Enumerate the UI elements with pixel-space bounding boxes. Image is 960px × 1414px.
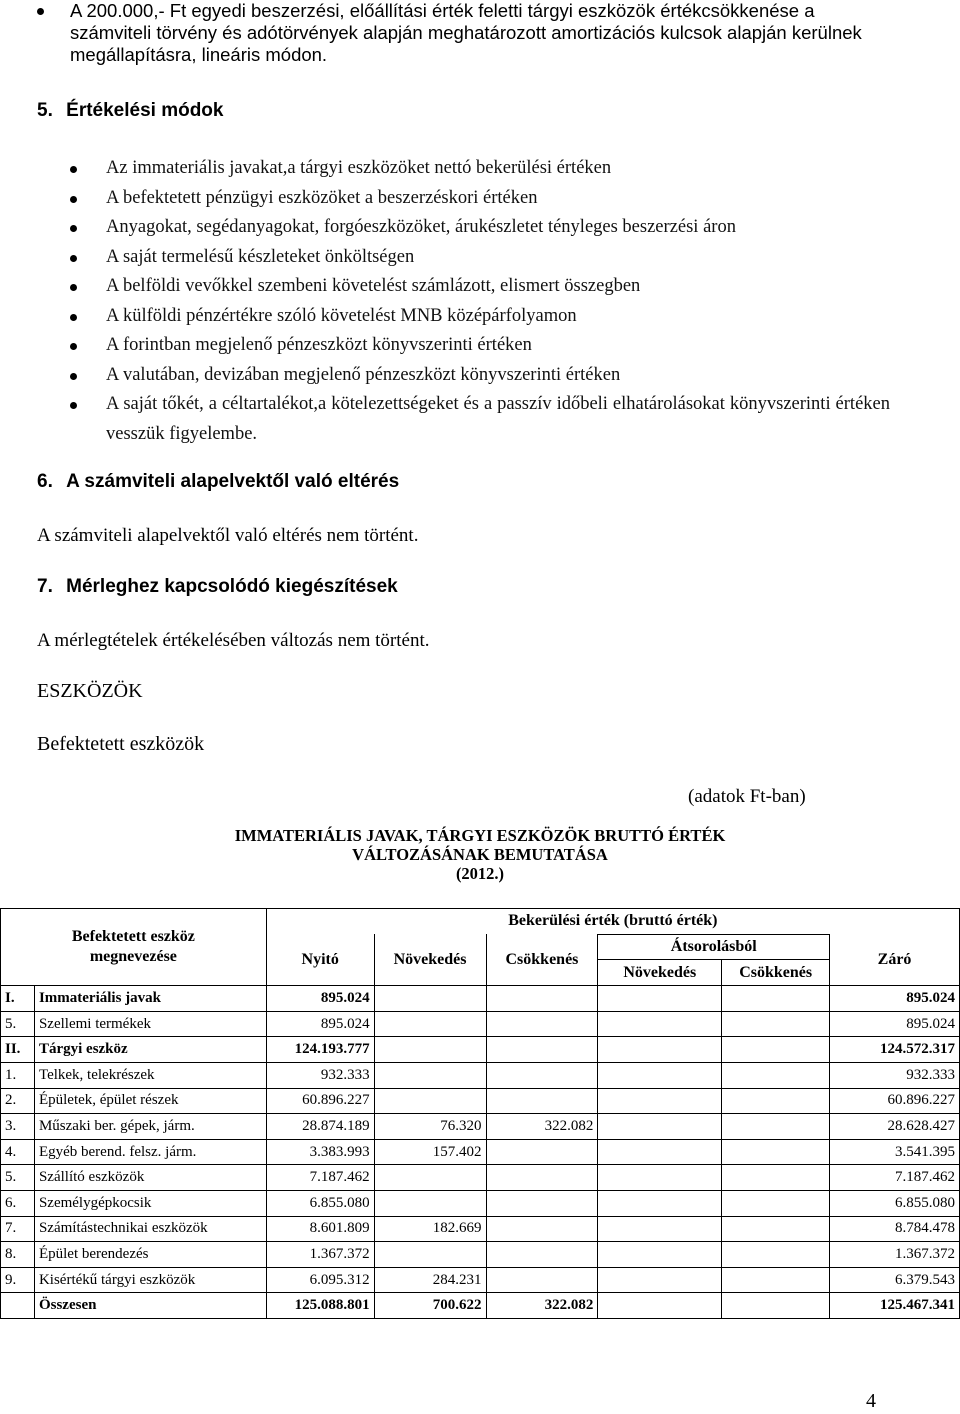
header-increase: Növekedés [374,934,486,986]
row-opening: 124.193.777 [266,1037,374,1063]
asset-table [0,908,960,1319]
row-closing: 1.367.372 [830,1242,960,1268]
row-reclass-decrease [722,1216,830,1242]
section6-number: 6. [37,471,53,492]
valuation-item [70,302,890,332]
row-decrease [486,1037,598,1063]
valuation-item-text: Anyagokat, segédanyagokat, forgóeszközöket, árukészletet tényleges beszerzési áron [106,217,736,237]
valuation-item-text: A saját termelésű készleteket önköltségen [106,246,415,267]
valuation-item [70,154,890,184]
row-closing: 895.024 [830,986,960,1012]
row-decrease: 322.082 [486,1293,598,1319]
row-name: Telkek, telekrészek [34,1062,266,1088]
row-closing: 124.572.317 [830,1037,960,1063]
row-decrease [486,1088,598,1114]
table-title-line3: (2012.) [455,864,505,883]
valuation-item [70,331,890,361]
row-reclass-decrease [722,1114,830,1140]
row-opening: 932.333 [266,1062,374,1088]
row-reclass-increase [598,1190,722,1216]
row-increase [374,986,486,1012]
header-reclass-increase: Növekedés [598,960,722,986]
valuation-list [70,154,890,449]
valuation-item [70,361,890,391]
row-closing: 6.379.543 [830,1267,960,1293]
row-name: Egyéb berend. felsz. járm. [34,1139,266,1165]
row-decrease: 322.082 [486,1114,598,1140]
row-number: 7. [1,1216,35,1242]
row-reclass-increase [598,1267,722,1293]
bullet-icon [70,314,77,321]
valuation-item [70,390,890,449]
row-closing: 60.896.227 [830,1088,960,1114]
assets-heading: ESZKÖZÖK [37,680,143,702]
table-row [1,1267,960,1293]
row-decrease [486,1267,598,1293]
row-decrease [486,1165,598,1191]
table-row [1,1011,960,1037]
row-reclass-increase [598,1088,722,1114]
row-opening: 3.383.993 [266,1139,374,1165]
row-reclass-decrease [722,1062,830,1088]
row-name: Összesen [34,1293,266,1319]
table-row [1,1037,960,1063]
row-decrease [486,986,598,1012]
section5-title: Értékelési módok [66,100,224,121]
row-increase [374,1011,486,1037]
row-number: I. [1,986,35,1012]
row-closing: 932.333 [830,1062,960,1088]
intro-bullet [37,8,44,15]
row-name: Tárgyi eszköz [34,1037,266,1063]
header-closing: Záró [830,934,960,986]
table-row [1,1165,960,1191]
bullet-icon [70,373,77,380]
valuation-item-text: A valutában, devizában megjelenő pénzeszközt könyvszerinti értéken [106,364,621,385]
row-number: 3. [1,1114,35,1140]
header-gross-value: Bekerülési érték (bruttó érték) [266,909,959,935]
row-number: 8. [1,1242,35,1268]
row-number: 2. [1,1088,35,1114]
table-row [1,1293,960,1319]
row-increase [374,1190,486,1216]
row-reclass-increase [598,1293,722,1319]
section7-text: A mérlegtételek értékelésében változás nem történt. [37,630,430,651]
row-name: Szellemi termékek [34,1011,266,1037]
row-reclass-decrease [722,1088,830,1114]
page-number: 4 [866,1390,876,1412]
section7-number: 7. [37,576,53,597]
row-decrease [486,1062,598,1088]
row-reclass-decrease [722,1267,830,1293]
row-opening: 125.088.801 [266,1293,374,1319]
row-opening: 7.187.462 [266,1165,374,1191]
row-reclass-increase [598,1242,722,1268]
row-number: 5. [1,1165,35,1191]
row-reclass-decrease [722,1293,830,1319]
header-reclass-decrease: Csökkenés [722,960,830,986]
section6-title: A számviteli alapelvektől való eltérés [66,471,400,492]
table-title [150,826,810,883]
table-row [1,1216,960,1242]
bullet-icon [70,196,77,203]
table-row [1,1242,960,1268]
row-reclass-increase [598,1062,722,1088]
row-closing: 6.855.080 [830,1190,960,1216]
table-row [1,1114,960,1140]
row-opening: 1.367.372 [266,1242,374,1268]
row-number: 9. [1,1267,35,1293]
bullet-icon [70,166,77,173]
valuation-item-text: A belföldi vevőkkel szembeni követelést számlázott, elismert összegben [106,276,641,296]
row-name: Kisértékű tárgyi eszközök [34,1267,266,1293]
row-number: II. [1,1037,35,1063]
valuation-item [70,184,890,214]
header-reclass: Átsorolásból [598,934,830,960]
section6-heading [37,471,399,493]
row-name: Immateriális javak [34,986,266,1012]
table-row [1,1190,960,1216]
row-increase: 700.622 [374,1293,486,1319]
row-increase: 284.231 [374,1267,486,1293]
row-reclass-increase [598,1165,722,1191]
header-opening: Nyitó [266,934,374,986]
row-name: Műszaki ber. gépek, járm. [34,1114,266,1140]
row-opening: 6.855.080 [266,1190,374,1216]
row-decrease [486,1242,598,1268]
row-number: 4. [1,1139,35,1165]
row-name: Számítástechnikai eszközök [34,1216,266,1242]
row-closing: 8.784.478 [830,1216,960,1242]
section5-heading [37,100,223,122]
row-decrease [486,1011,598,1037]
section6-text: A számviteli alapelvektől való eltérés nem történt. [37,525,419,546]
row-reclass-increase [598,986,722,1012]
row-reclass-decrease [722,1139,830,1165]
row-opening: 28.874.189 [266,1114,374,1140]
row-opening: 895.024 [266,1011,374,1037]
row-reclass-decrease [722,1242,830,1268]
row-increase [374,1088,486,1114]
intro-paragraph: A 200.000,- Ft egyedi beszerzési, előállítási érték feletti tárgyi eszközök értékcsökkenése a számviteli törvény és adótörvények alapján meghatározott amortizációs kulcsok alapján kerülnek megállapításra, lineáris módon. [70,0,862,65]
row-increase [374,1037,486,1063]
section7-title: Mérleghez kapcsolódó kiegészítések [66,576,398,597]
asset-rows [1,986,960,1319]
fixed-assets-heading: Befektetett eszközök [37,733,205,755]
row-reclass-decrease [722,986,830,1012]
row-closing: 125.467.341 [830,1293,960,1319]
row-reclass-increase [598,1011,722,1037]
row-opening: 6.095.312 [266,1267,374,1293]
row-reclass-increase [598,1114,722,1140]
row-decrease [486,1216,598,1242]
row-name: Épületek, épület részek [34,1088,266,1114]
valuation-item [70,272,890,302]
table-row [1,986,960,1012]
row-name: Személygépkocsik [34,1190,266,1216]
row-reclass-decrease [722,1037,830,1063]
bullet-icon [70,225,77,232]
section7-heading [37,576,398,598]
section5-number: 5. [37,100,53,121]
header-decrease: Csökkenés [486,934,598,986]
row-number: 1. [1,1062,35,1088]
bullet-icon [70,402,77,409]
bullet-icon [70,284,77,291]
bullet-icon [70,343,77,350]
valuation-item [70,213,890,243]
valuation-item-text: A forintban megjelenő pénzeszközt könyvszerinti értéken [106,335,532,355]
row-closing: 895.024 [830,1011,960,1037]
row-increase: 76.320 [374,1114,486,1140]
table-row [1,1062,960,1088]
row-number: 5. [1,1011,35,1037]
table-title-line2: VÁLTOZÁSÁNAK BEMUTATÁSA [352,845,608,864]
table-row [1,1139,960,1165]
row-opening: 8.601.809 [266,1216,374,1242]
row-closing: 7.187.462 [830,1165,960,1191]
valuation-item-text: Az immateriális javakat,a tárgyi eszközöket nettó bekerülési értéken [106,158,612,178]
row-opening: 895.024 [266,986,374,1012]
row-name: Épület berendezés [34,1242,266,1268]
row-reclass-decrease [722,1011,830,1037]
header-asset-name: Befektetett eszköz megnevezése [1,909,267,986]
row-reclass-increase [598,1216,722,1242]
table-title-line1: IMMATERIÁLIS JAVAK, TÁRGYI ESZKÖZÖK BRUTTÓ ÉRTÉK [234,826,726,845]
row-increase: 182.669 [374,1216,486,1242]
row-number [1,1293,35,1319]
valuation-item-text: A külföldi pénzértékre szóló követelést MNB középárfolyamon [106,305,577,326]
valuation-item-text: A saját tőkét, a céltartalékot,a kötelezettségeket és a passzív időbeli elhatárolásokat könyvszerinti értéken vesszük figyelembe. [106,394,890,444]
row-reclass-decrease [722,1165,830,1191]
row-name: Szállító eszközök [34,1165,266,1191]
bullet-icon [70,255,77,262]
row-increase [374,1242,486,1268]
valuation-item-text: A befektetett pénzügyi eszközöket a beszerzéskori értéken [106,187,538,208]
row-reclass-increase [598,1037,722,1063]
row-decrease [486,1139,598,1165]
row-increase: 157.402 [374,1139,486,1165]
row-opening: 60.896.227 [266,1088,374,1114]
row-decrease [486,1190,598,1216]
row-number: 6. [1,1190,35,1216]
row-increase [374,1062,486,1088]
row-reclass-decrease [722,1190,830,1216]
valuation-item [70,243,890,273]
table-row [1,1088,960,1114]
row-closing: 28.628.427 [830,1114,960,1140]
unit-note: (adatok Ft-ban) [688,786,806,807]
row-increase [374,1165,486,1191]
row-closing: 3.541.395 [830,1139,960,1165]
row-reclass-increase [598,1139,722,1165]
